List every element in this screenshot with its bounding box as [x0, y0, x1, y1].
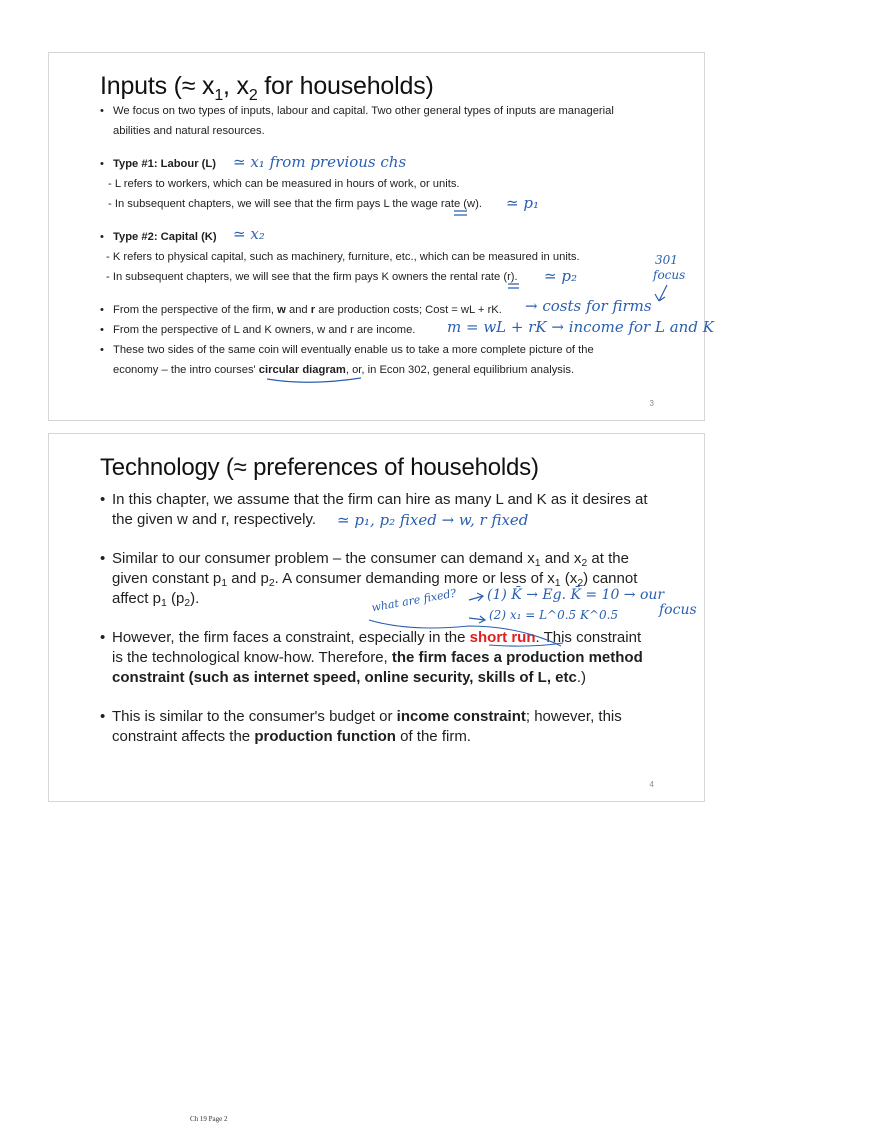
page-footer: Ch 19 Page 2 [190, 1115, 228, 1123]
handwritten-note: 301 [655, 253, 678, 267]
handwritten-note: ≃ p₁ [506, 194, 539, 212]
handwritten-note: ≃ p₁, p₂ fixed → w, r fixed [337, 511, 529, 529]
bullet-text-continued: constraint (such as internet speed, online security, skills of L, etc.) [112, 669, 587, 686]
handwritten-note: ≃ x₁ from previous chs [233, 153, 407, 171]
bullet-text-continued: affect $p_1$ $(p_2)$. [112, 590, 200, 609]
bullet-text-continued: given constant $p_1$ and $p_2$. A consumer demanding more or less of $x_1$ $(x_2)$ cannot [112, 570, 638, 589]
bullet-text: • These two sides of the same coin will eventually enable us to take a more complete picture of the [100, 344, 594, 356]
bullet-text-continued: constraint affects the production function of the firm. [112, 728, 471, 745]
page-number: 4 [649, 780, 654, 789]
type1-detail: - In subsequent chapters, we will see that the firm pays L the wage rate (w). [108, 198, 482, 210]
bullet-text: • This is similar to the consumer's budget or income constraint; however, this [100, 708, 622, 725]
page-number: 3 [649, 399, 654, 408]
bullet-text: • From the perspective of the firm, w and r are production costs; Cost = wL + rK. [100, 304, 502, 316]
handwritten-note: focus [659, 602, 697, 618]
handwritten-note: what are fixed? [370, 586, 458, 615]
handwritten-note: (1) K̄ → Eg. K̄ = 10 → our [487, 587, 665, 603]
handwritten-note: ≃ p₂ [544, 267, 577, 285]
handwritten-note: ≃ x₂ [233, 225, 265, 243]
type2-detail: - K refers to physical capital, such as machinery, furniture, etc., which can be measured in units. [106, 251, 580, 263]
type1-heading: • Type #1: Labour (L) [100, 158, 216, 170]
bullet-text: • From the perspective of L and K owners, w and r are income. [100, 324, 416, 336]
bullet-text-continued: is the technological know-how. Therefore, the firm faces a production method [112, 649, 643, 666]
ink-strokes [49, 53, 706, 422]
handwritten-note: m = wL + rK → income for L and K [447, 318, 714, 336]
bullet-text-continued: economy – the intro courses' circular diagram, or, in Econ 302, general equilibrium analysis. [113, 364, 575, 376]
handwritten-note: → costs for firms [525, 297, 652, 315]
bullet-text: • However, the firm faces a constraint, especially in the short run. This constraint [100, 629, 642, 646]
bullet-text: • Similar to our consumer problem – the consumer can demand $x_1$ and $x_2$ at the [100, 550, 629, 569]
bullet-text-continued: the given w and r, respectively. [112, 511, 316, 528]
slide-title: Inputs (≈ $x_1$, $x_2$ for households) [100, 72, 434, 104]
type1-detail: - L refers to workers, which can be measured in hours of work, or units. [108, 178, 460, 190]
type2-detail: - In subsequent chapters, we will see that the firm pays K owners the rental rate (r). [106, 271, 518, 283]
bullet-text: • We focus on two types of inputs, labour and capital. Two other general types of inputs are managerial [100, 105, 614, 117]
type2-heading: • Type #2: Capital (K) [100, 231, 217, 243]
slide-inputs [48, 52, 714, 421]
slide-technology [48, 433, 705, 802]
handwritten-note: (2) x₁ = L^0.5 K^0.5 [489, 608, 619, 622]
handwritten-note: focus [653, 268, 686, 282]
slide-title: Technology (≈ preferences of households) [100, 454, 539, 481]
ink-strokes [49, 434, 706, 803]
bullet-text: • In this chapter, we assume that the firm can hire as many L and K as it desires at [100, 491, 648, 508]
bullet-text-continued: abilities and natural resources. [113, 125, 265, 137]
